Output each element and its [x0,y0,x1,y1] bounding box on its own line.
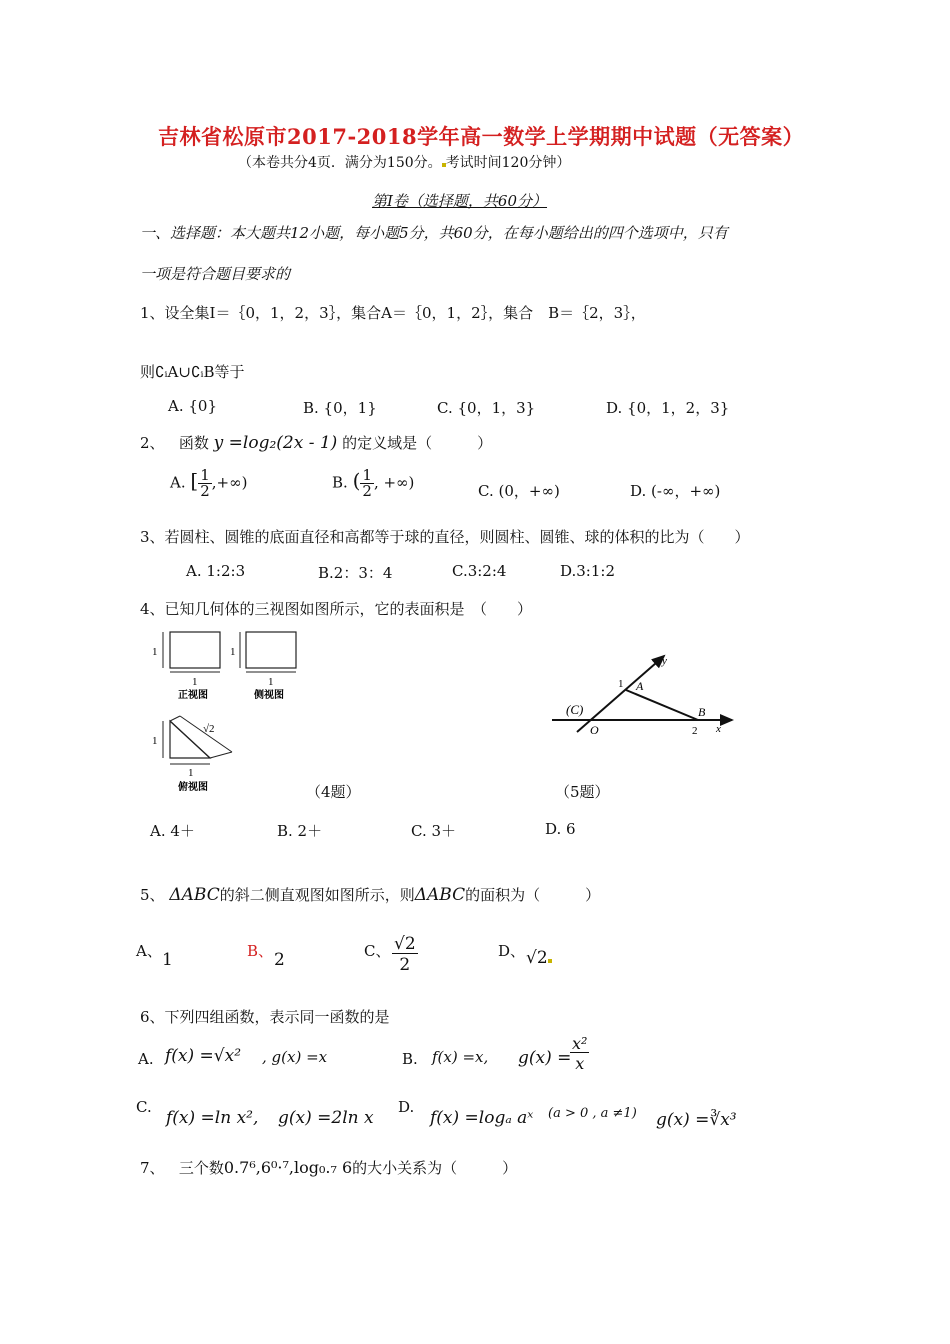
q4-option-d: D. 6 [545,820,576,838]
q6-c-f: f(x) =ln x², [166,1108,259,1128]
q5-triangle-2: ΔABC [414,885,466,905]
q5-c-denominator: 2 [399,955,411,975]
q6-stem: 6、下列四组函数，表示同一函数的是 [140,1008,390,1026]
q1-option-d: D. {0，1，2，3} [606,399,730,417]
top-diagonal-label: √2 [203,723,215,735]
q2-post: 的定义域是（ ） [342,434,493,452]
subtitle-part2: 考试时间120分钟） [445,155,571,171]
q3-option-a: A. 1:2:3 [186,562,246,580]
q5-option-d-value [526,948,552,968]
front-view-caption: 正视图 [178,690,208,701]
side-width-label: 1 [268,676,274,688]
q6-b-f-text: f(x) =x [432,1048,484,1066]
subtitle-part1: （本卷共分4页．满分为150分。 [238,155,442,171]
q2-option-a: A. [ $\frac{1}{2}$ ,+∞) [170,466,248,500]
q6-a-f: f(x) =√x² [165,1046,242,1066]
fig5-label-c: (C) [566,702,584,717]
q2-option-d [630,480,720,501]
q4-option-c: C. 3＋ [411,822,457,840]
top-height-label: 1 [152,735,158,747]
q2-function: y =log₂(2x - 1) [213,433,338,453]
q3-option-b: B.2：3：4 [318,564,393,582]
q5-option-b-value: 2 [274,950,285,970]
q2-pre: 函数 [178,434,209,452]
fig5-label-o: O [590,723,599,737]
q5-triangle: ΔABC [169,885,220,905]
q6-d-f: f(x) =logₐ aˣ [430,1108,534,1128]
q4-option-a: A. 4＋ [150,822,195,840]
q6-a-label: A. [138,1050,154,1068]
q7-pre: 三个数 [178,1159,224,1177]
top-width-label: 1 [188,767,194,779]
instructions-line2: 一项是符合题目要求的 [140,265,291,283]
q2-a-label: A. [170,473,186,492]
mark-dot [548,959,552,963]
q1-option-c: C. {0，1，3} [437,399,536,417]
q6-b-denominator: x [575,1054,585,1073]
q5-option-c-label: C、 [364,942,391,960]
fig5-label-y: y [662,655,667,667]
q6-b-numerator: x² [572,1034,588,1053]
q5-option-a-label: A、 [136,942,162,960]
q5-post: 的面积为（ ） [465,886,601,904]
top-view-caption: 俯视图 [178,782,208,793]
q6-a-g: , g(x) =x [262,1048,328,1066]
front-width-label: 1 [192,676,198,688]
fig5-label-1: 1 [618,678,624,690]
q7-numbers: 0.7⁶,6⁰·⁷,log₀.₇ 6 [223,1158,353,1177]
q6-b-g: g(x) = [518,1048,572,1068]
q5-option-c-value [392,936,418,974]
q5-option-d-label: D、 [498,942,526,960]
part-heading: 第Ⅰ卷（选择题，共60分） [372,192,548,210]
q2-c-label: C. [478,482,494,500]
q3-stem: 3、若圆柱、圆锥的底面直径和高都等于球的直径，则圆柱、圆锥、球的体积的比为（ ） [140,528,750,546]
q2-b-label: B. [332,473,348,492]
fig5-label-x: x [716,723,721,735]
q5-option-b-label: B、 [247,942,274,960]
front-height-label: 1 [152,646,158,658]
q1-stem: 1、设全集Ⅰ＝｛0，1，2，3｝，集合A＝｛0，1，2｝，集合 B＝｛2，3｝， [140,304,646,322]
q2-option-c [478,480,560,501]
q5-oblique-figure [552,650,742,740]
q2-c-value: (0，+∞) [498,482,560,500]
q7-post: 的大小关系为（ ） [352,1159,518,1177]
q5-option-a-value: 1 [162,950,173,970]
q5-num: 5、 [140,886,165,904]
q7-stem [140,1157,517,1178]
q4-option-b: B. 2＋ [277,822,323,840]
q1-option-a: A. {0} [168,397,217,415]
exam-subtitle [238,152,570,172]
q4-three-view-figure [148,628,308,798]
q3-option-c: C.3:2:4 [452,562,507,580]
q5-stem [140,884,600,905]
fig5-label-a: A [636,679,644,693]
q2-d-value: (-∞，+∞) [651,482,721,500]
q2-d-label: D. [630,482,647,500]
q5-figure-caption: （5题） [555,783,610,801]
q7-num: 7、 [140,1159,165,1177]
side-height-label: 1 [230,646,236,658]
q2-stem [140,432,492,453]
q4-figure-caption: （4题） [306,783,361,801]
q6-c-label: C. [136,1098,152,1116]
q5-mid: 的斜二侧直观图如图所示，则 [219,886,415,904]
q5-d-value-text: √2 [526,948,548,968]
q6-b-label: B. [402,1050,418,1068]
q6-d-condition: (a > 0 , a ≠1) [548,1106,637,1121]
q5-c-numerator: √2 [394,934,416,954]
q1-option-b: B. {0，1} [303,399,377,417]
q6-d-g: g(x) =∛x³ [656,1110,737,1130]
exam-title: 吉林省松原市2017-2018学年高一数学上学期期中试题（无答案） [158,124,805,149]
q2-option-b: B. ( $\frac{1}{2}$ , +∞) [332,466,415,500]
q2-num: 2、 [140,434,165,452]
side-view-caption: 侧视图 [254,690,284,701]
fig5-label-b: B [698,705,706,719]
instructions-line1: 一、选择题：本大题共12小题，每小题5分，共60分，在每小题给出的四个选项中，只有 [140,224,728,242]
q6-c-g: g(x) =2ln x [278,1108,374,1128]
fig5-label-2: 2 [692,725,698,737]
q6-c-f-text: f(x) =ln x² [166,1108,253,1128]
q6-a-g-text: g(x) =x [271,1048,328,1066]
q6-b-fraction [570,1036,589,1072]
q6-d-label: D. [398,1098,415,1116]
q1-stem2: 则∁ᵢA∪∁ᵢB等于 [140,363,245,381]
q4-stem: 4、已知几何体的三视图如图所示，它的表面积是 （ ） [140,600,533,618]
q3-option-d: D.3:1:2 [560,562,615,580]
q6-b-f: f(x) =x, [432,1048,489,1066]
